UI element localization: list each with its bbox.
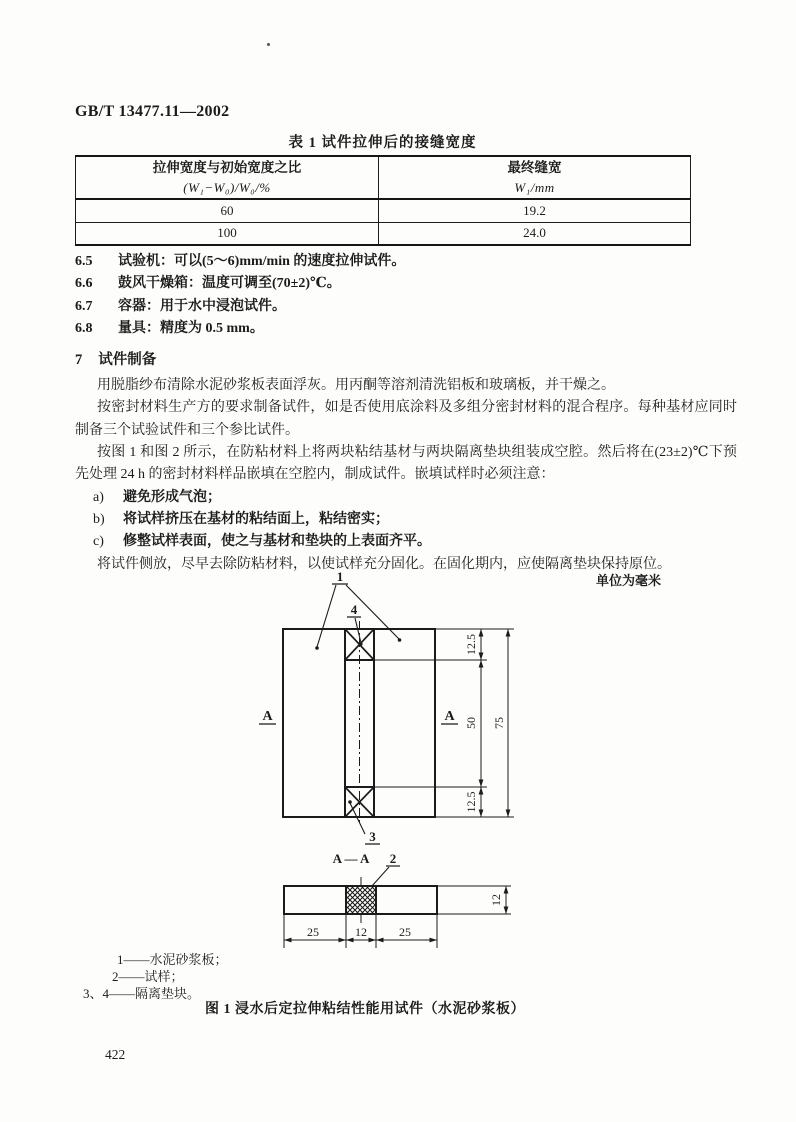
scan-speck — [267, 43, 270, 46]
list-text: 将试样挤压在基材的粘结面上，粘结密实； — [123, 512, 389, 528]
page-number: 422 — [105, 1047, 126, 1062]
table-col-header-final-width — [379, 156, 691, 199]
section-mark-right: A — [444, 709, 455, 724]
part-label-2: 2 — [389, 851, 397, 866]
dim-depth: 12 — [489, 894, 503, 906]
list-item-a — [75, 487, 737, 509]
section-view-title: A — A — [332, 851, 370, 866]
list-label: c) — [93, 534, 104, 550]
clause-6-7 — [75, 296, 755, 318]
figure-1-drawing — [235, 555, 545, 955]
units-note: 单位为毫米 — [596, 573, 662, 588]
clause-text: 试验机：可以(5～6)mm/min 的速度拉伸试件。 — [118, 254, 406, 269]
list-label: a) — [93, 489, 104, 505]
paragraph: 按密封材料生产方的要求制备试件，如是否使用底涂料及多组分密封材料的混合程序。每种基材应同时制备三个试验试件和三个参比试件。 — [75, 400, 737, 438]
col-header-width-formula: W₁/mm — [514, 179, 555, 195]
clause-number: 6.5 — [75, 254, 93, 269]
dim-joint-length: 50 — [464, 717, 478, 729]
dim-left-substrate: 25 — [307, 925, 319, 939]
part-label-1: 1 — [336, 569, 344, 584]
cell-width-24-0: 24.0 — [379, 222, 691, 245]
dim-right-substrate: 25 — [399, 925, 411, 939]
table-title: 表 1 试件拉伸后的接缝宽度 — [288, 135, 477, 151]
dim-overall-length: 75 — [492, 717, 506, 729]
clause-number: 6.8 — [75, 321, 93, 337]
legend-item-2: 2——试样； — [112, 969, 184, 984]
clause-text: 量具：精度为 0.5 mm。 — [118, 321, 264, 337]
paragraph: 按图 1 和图 2 所示，在防粘材料上将两块粘结基材与两块隔离垫块组装成空腔。然后将在(23±2)℃下预先处理 24 h 的密封材料样品嵌填在空腔内，制成试件。嵌填试样时必须注意： — [75, 445, 737, 483]
table-row — [76, 199, 691, 222]
part-label-4: 4 — [350, 602, 358, 617]
legend-item-1: 1——水泥砂浆板； — [117, 952, 228, 967]
cell-ratio-60: 60 — [76, 199, 379, 222]
list-text: 避免形成气泡； — [123, 489, 221, 505]
section-mark-left: A — [262, 709, 273, 724]
clause-number: 6.6 — [75, 276, 93, 292]
clause-list — [75, 251, 755, 341]
dim-top-block: 12.5 — [464, 634, 478, 655]
section-title: 试件制备 — [98, 352, 157, 368]
section-7-heading — [75, 348, 156, 369]
legend-item-3-4: 3、4——隔离垫块。 — [83, 986, 201, 1001]
dim-joint-width: 12 — [355, 925, 367, 939]
col-header-ratio-formula: (W₁−W₀)/W₀/% — [183, 179, 271, 195]
dim-bottom-block: 12.5 — [464, 791, 478, 813]
paragraph: 将试件侧放，尽早去除防粘材料，以使试样充分固化。在固化期内，应使隔离垫块保持原位。 — [97, 556, 671, 572]
paragraph: 用脱脂纱布清除水泥砂浆板表面浮灰。用丙酮等溶剂清洗铝板和玻璃板，并干燥之。 — [97, 378, 615, 393]
part-label-3: 3 — [369, 829, 376, 844]
table-row — [76, 222, 691, 245]
sealant-hatch — [347, 887, 375, 913]
list-text: 修整试样表面，使之与基材和垫块的上表面齐平。 — [123, 534, 431, 550]
joint-width-table — [75, 155, 691, 246]
leader-line-2 — [372, 867, 389, 886]
section-number: 7 — [75, 352, 83, 368]
table-col-header-ratio — [76, 156, 379, 199]
list-item-b — [75, 509, 737, 531]
col-header-width-line1: 最终缝宽 — [507, 159, 562, 175]
figure-caption: 图 1 浸水后定拉伸粘结性能用试件（水泥砂浆板） — [205, 1002, 525, 1017]
list-item-c — [75, 531, 737, 553]
clause-6-6 — [75, 273, 755, 295]
cell-ratio-100: 100 — [76, 222, 379, 245]
doc-number: GB/T 13477.11—2002 — [75, 103, 230, 120]
clause-text: 鼓风干燥箱：温度可调至(70±2)℃。 — [118, 276, 341, 292]
section-7-body — [75, 375, 737, 576]
list-label: b) — [93, 512, 105, 528]
leader-lines — [315, 585, 401, 834]
clause-number: 6.7 — [75, 298, 93, 314]
clause-6-5 — [75, 251, 755, 273]
cell-width-19-2: 19.2 — [379, 199, 691, 222]
clause-text: 容器：用于水中浸泡试件。 — [118, 298, 286, 314]
col-header-ratio-line1: 拉伸宽度与初始宽度之比 — [152, 159, 302, 175]
clause-6-8 — [75, 318, 755, 340]
